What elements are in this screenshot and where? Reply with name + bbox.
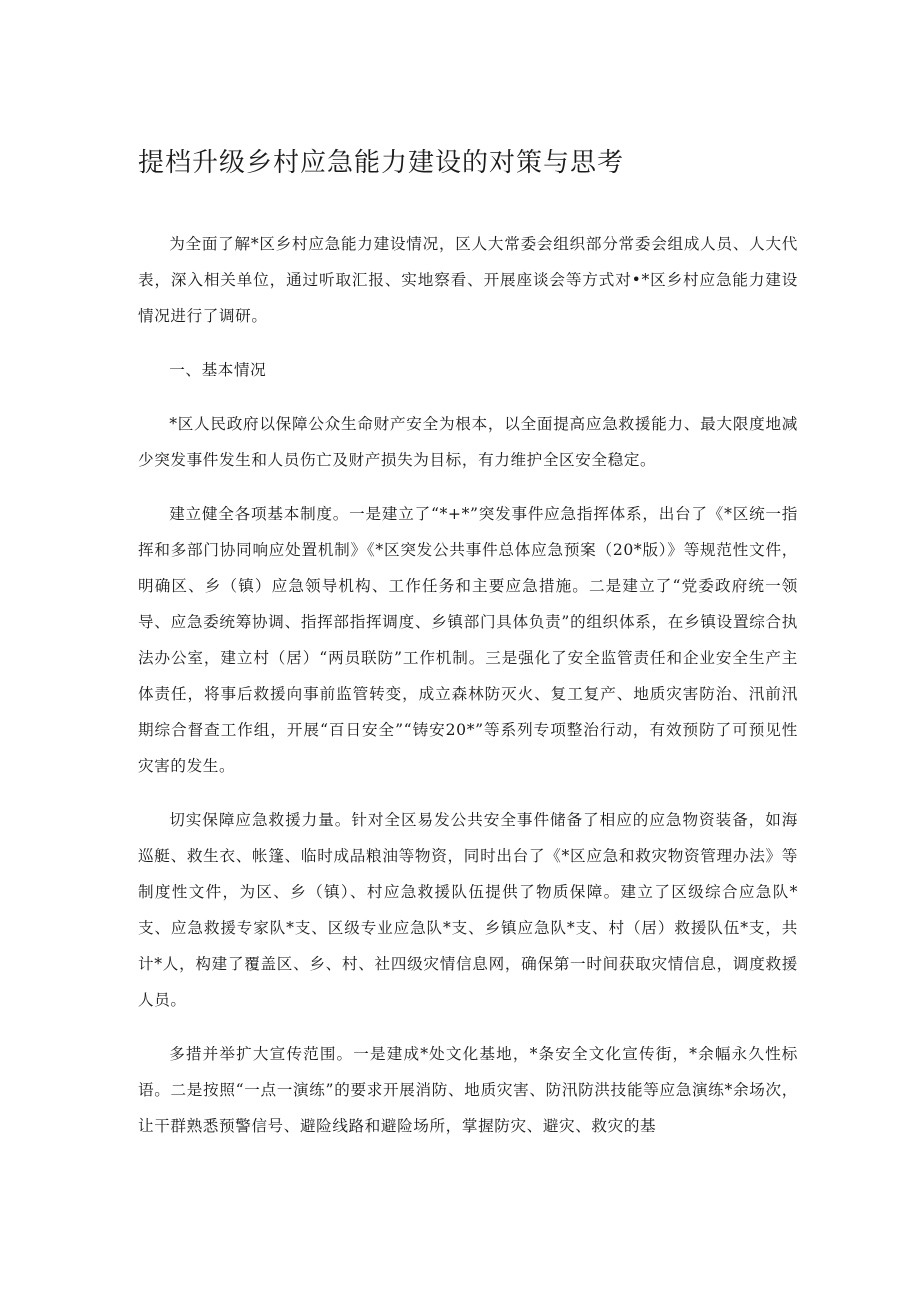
intro-paragraph: 为全面了解*区乡村应急能力建设情况，区人大常委会组织部分常委会组成人员、人大代表，深入相关单位，通过听取汇报、实地察看、开展座谈会等方式对•*区乡村应急能力建设情况进行了调研。 [138, 235, 798, 325]
paragraph-rescue-forces: 切实保障应急救援力量。针对全区易发公共安全事件储备了相应的应急物资装备，如海巡艇、救生衣、帐篷、临时成品粮油等物资，同时出台了《*区应急和救灾物资管理办法》等制度性文件，为区、乡（镇）、村应急救援队伍提供了物质保障。建立了区级综合应急队*支、应急救援专家队*支、区级专业应急队*支、乡镇应急队*支、村（居）救援队伍*支，共计*人，构建了覆盖区、乡、村、社四级灾情信息网，确保第一时间获取灾情信息，调度救援人员。 [138, 811, 798, 1009]
paragraph-overview: *区人民政府以保障公众生命财产安全为根本，以全面提高应急救援能力、最大限度地减少突发事件发生和人员伤亡及财产损失为目标，有力维护全区安全稳定。 [138, 415, 798, 469]
paragraph-publicity: 多措并举扩大宣传范围。一是建成*处文化基地，*条安全文化宣传街，*余幅永久性标语。二是按照“一点一演练”的要求开展消防、地质灾害、防汛防洪技能等应急演练*余场次，让干群熟悉预警信号、避险线路和避险场所，掌握防灾、避灾、救灾的基 [138, 1045, 798, 1135]
paragraph-basic-systems: 建立健全各项基本制度。一是建立了“*+*”突发事件应急指挥体系，出台了《*区统一指挥和多部门协同响应处置机制》《*区突发公共事件总体应急预案（20*版）》等规范性文件，明确区、乡（镇）应急领导机构、工作任务和主要应急措施。二是建立了“党委政府统一领导、应急委统筹协调、指挥部指挥调度、乡镇部门具体负责”的组织体系，在乡镇设置综合执法办公室，建立村（居）“两员联防”工作机制。三是强化了安全监管责任和企业安全生产主体责任，将事后救援向事前监管转变，成立森林防灭火、复工复产、地质灾害防治、汛前汛期综合督查工作组，开展“百日安全”“铸安20*”等系列专项整治行动，有效预防了可预见性灾害的发生。 [138, 505, 798, 775]
document-body [138, 226, 798, 1162]
section-heading-basic-situation: 一、基本情况 [169, 361, 267, 379]
document-title: 提档升级乡村应急能力建设的对策与思考 [138, 148, 625, 178]
